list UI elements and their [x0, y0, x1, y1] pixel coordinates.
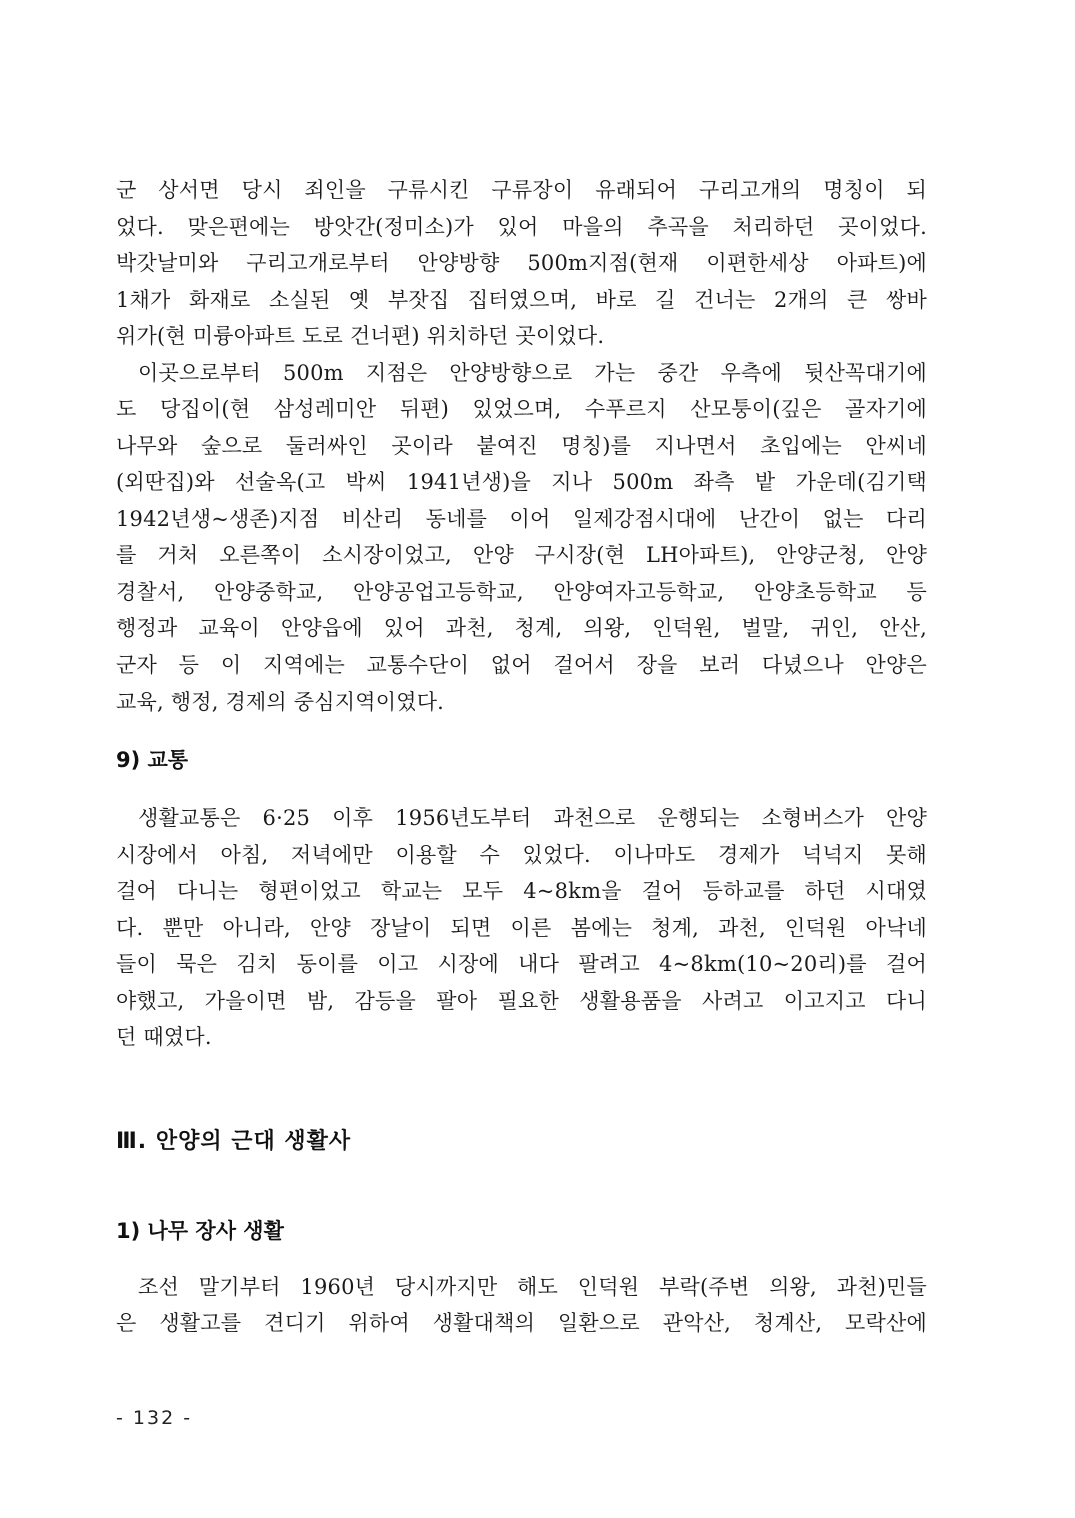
text-line: 를 거처 오른쪽이 소시장이었고, 안양 구시장(현 LH아파트), 안양군청, 안양	[116, 543, 927, 567]
text-line: 군자 등 이 지역에는 교통수단이 없어 걸어서 장을 보러 다녔으나 안양은	[116, 653, 927, 677]
text-line: 조선 말기부터 1960년 당시까지만 해도 인덕원 부락(주변 의왕, 과천)민들	[138, 1275, 927, 1299]
text-line: 이곳으로부터 500m 지점은 안양방향으로 가는 중간 우측에 뒷산꼭대기에	[138, 361, 927, 385]
text-line: 행정과 교육이 안양읍에 있어 과천, 청계, 의왕, 인덕원, 벌말, 귀인, 안산,	[116, 616, 927, 640]
text-line: (외딴집)와 선술옥(고 박씨 1941년생)을 지나 500m 좌측 밭 가운데(김기택	[116, 470, 927, 494]
text-line: 들이 묵은 김치 동이를 이고 시장에 내다 팔려고 4~8km(10~20리)를 걸어	[116, 952, 927, 976]
text-line: 걸어 다니는 형편이었고 학교는 모두 4~8km을 걸어 등하교를 하던 시대였	[116, 879, 927, 903]
text-line: 위가(현 미륭아파트 도로 건너편) 위치하던 곳이었다.	[116, 324, 605, 348]
text-line: 나무와 숲으로 둘러싸인 곳이라 붙여진 명칭)를 지나면서 초입에는 안씨네	[116, 434, 927, 458]
text-line: 은 생활고를 견디기 위하여 생활대책의 일환으로 관악산, 청계산, 모락산에	[116, 1311, 927, 1335]
text-line: 1채가 화재로 소실된 옛 부잣집 집터였으며, 바로 길 건너는 2개의 큰 쌍바	[116, 288, 927, 312]
text-line: 군 상서면 당시 죄인을 구류시킨 구류장이 유래되어 구리고개의 명칭이 되	[116, 178, 927, 202]
text-line: 1942년생~생존)지점 비산리 동네를 이어 일제강점시대에 난간이 없는 다리	[116, 507, 927, 531]
text-line: 던 때였다.	[116, 1025, 212, 1049]
text-line: 다. 뿐만 아니라, 안양 장날이 되면 이른 봄에는 청계, 과천, 인덕원 아낙네	[116, 916, 927, 940]
section-heading: 1) 나무 장사 생활	[116, 1219, 284, 1243]
section-heading: 9) 교통	[116, 748, 189, 772]
text-line: 야했고, 가을이면 밤, 감등을 팔아 필요한 생활용품을 사려고 이고지고 다니	[116, 989, 927, 1013]
text-line: 박갓날미와 구리고개로부터 안양방향 500m지점(현재 이편한세상 아파트)에	[116, 251, 927, 275]
text-line: 생활교통은 6·25 이후 1956년도부터 과천으로 운행되는 소형버스가 안양	[138, 806, 927, 830]
text-line: 시장에서 아침, 저녁에만 이용할 수 있었다. 이나마도 경제가 넉넉지 못해	[116, 843, 927, 867]
text-line: 도 당집이(현 삼성레미안 뒤편) 있었으며, 수푸르지 산모퉁이(깊은 골자기에	[116, 397, 927, 421]
text-line: 교육, 행정, 경제의 중심지역이였다.	[116, 690, 445, 714]
page-number: - 132 -	[116, 1407, 193, 1429]
text-line: 경찰서, 안양중학교, 안양공업고등학교, 안양여자고등학교, 안양초등학교 등	[116, 580, 927, 604]
chapter-heading: Ⅲ. 안양의 근대 생활사	[116, 1129, 352, 1154]
text-line: 었다. 맞은편에는 방앗간(정미소)가 있어 마을의 추곡을 처리하던 곳이었다.	[116, 215, 927, 239]
